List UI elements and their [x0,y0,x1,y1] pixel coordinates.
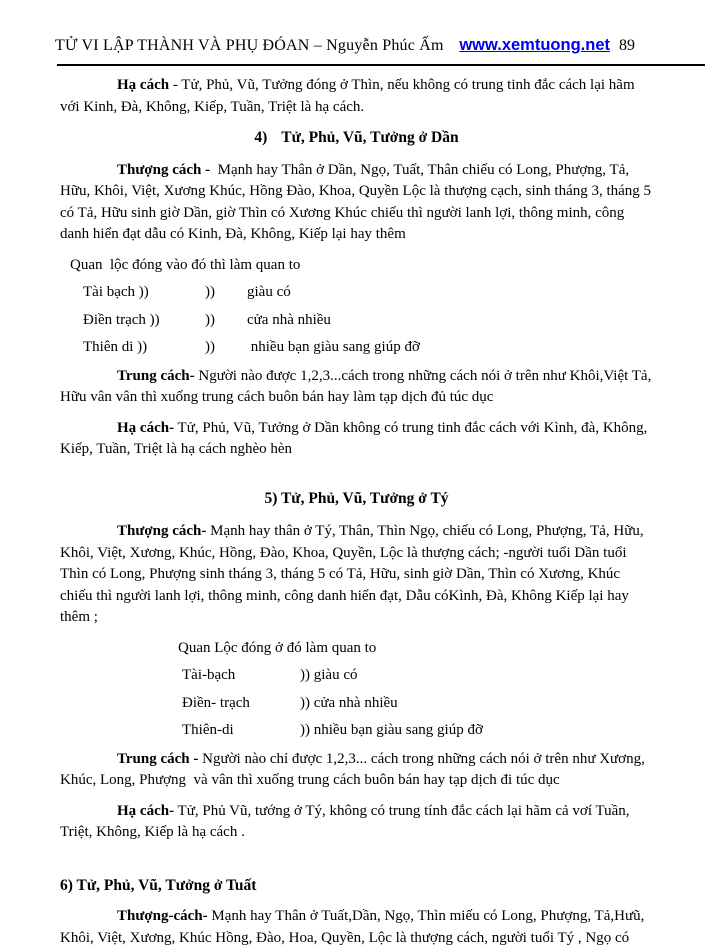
palace-meaning: )) giàu có [300,667,358,683]
palace-label: Tài bạch )) [83,284,149,300]
paragraph-thuong-cach-dan [60,160,653,246]
heading-title: 5) Tử, Phủ, Vũ, Tưởng ở Tý [264,489,449,507]
list-item [60,720,653,742]
paragraph-text: - Tử, Phủ, Vũ, Tưởng đóng ở Thìn, nếu không có trung tinh đắc cách lại hãm với Kinh, Đà, Không, Kiếp, Tuần, Triệt là hạ cách. [60,77,639,115]
paragraph-lead: Hạ cách- [117,802,175,819]
ditto-marker: )) [205,339,215,355]
document-title: TỬ VI LẬP THÀNH VÀ PHỤ ĐÓAN – Nguyễn Phúc Ấm [55,37,444,54]
paragraph-text: Người nào chỉ được 1,2,3... cách trong những cách nói ở trên như Xương, Khúc, Long, Phượng và vân thì xuống trung cách buôn bán hay tạp dịch đi túc dục [60,750,649,788]
heading-section-4 [60,127,653,149]
palace-meaning: giàu có [247,284,291,300]
paragraph-lead: Trung cách- [117,367,195,384]
ditto-marker: )) [205,284,215,300]
paragraph-trung-cach-ty [60,749,653,792]
palace-label: Điền- trạch [182,694,250,711]
heading-title: 6) Tử, Phủ, Vũ, Tưởng ở Tuất [60,876,257,894]
paragraph-text: Tử, Phủ, Vũ, Tưởng ở Dần không có trung tinh đắc cách với Kình, đà, Không, Kiếp, Tuần, Triệt là hạ cách nghèo hèn [60,419,652,457]
palace-meaning: nhiều bạn giàu sang giúp đỡ [247,339,420,355]
ditto-marker: )) [205,311,215,328]
paragraph-ha-cach-ty [60,801,653,844]
paragraph-thuong-cach-ty [60,521,653,629]
paragraph-ha-cach-thin [60,75,653,118]
paragraph-ha-cach-dan [60,418,653,461]
palace-list-dan [60,255,653,359]
palace-label: Thiên-di [182,722,234,738]
paragraph-text: Mạnh hay Thân ở Dần, Ngọ, Tuất, Thân chiếu có Long, Phượng, Tả, Hữu, Khôi, Việt, Xương Khúc, Hồng Đào, Khoa, Quyền Lộc là thượng cạch, sinh tháng 3, tháng 5 có Tả, Hữu sinh giờ Dần, giờ Thìn có Xương Khúc chiếu thì người lanh lợi, thông minh, công danh hiển đạt dẫu có Kinh, Đà, Không, Kiếp lại hay thêm [60,161,655,242]
heading-title: Tử, Phủ, Vũ, Tưởng ở Dần [281,129,459,146]
paragraph-text: Mạnh hay Thân ở Tuất,Dần, Ngọ, Thìn miếu có Long, Phượng, Tả,Hưũ, Khôi, Việt, Xương, Khúc Hồng, Đào, Hoa, Quyền, Lộc là thượng cách, người tuổi Tý , Ngọ có [60,908,649,946]
list-item [60,337,653,359]
heading-number: 4) [254,129,268,146]
paragraph-lead: Hạ cách [117,77,170,93]
list-item [60,693,653,715]
paragraph-lead: Trung cách - [117,750,199,767]
website-link[interactable]: www.xemtuong.net [459,36,610,54]
palace-meaning: )) nhiều bạn giàu sang giúp đỡ [300,722,483,738]
page-header [0,0,705,55]
paragraph-text: Người nào được 1,2,3...cách trong những cách nói ở trên như Khôi,Việt Tả, Hữu vân vân thì xuống trung cách buôn bán hay làm tạp dịch đủ túc dục [60,367,656,405]
paragraph-thuong-cach-tuat [60,906,653,949]
paragraph-lead: Thượng cách - [117,161,211,178]
paragraph-lead: Thượng cách- [117,523,207,539]
paragraph-text: Tử, Phủ Vũ, tướng ở Tý, không có trung tính đắc cách lại hãm cả vơí Tuần, Triệt, Không, Kiếp là hạ cách . [60,802,633,840]
palace-label: Thiên di )) [83,339,148,355]
paragraph-lead: Hạ cách- [117,419,175,436]
paragraph-lead: Thượng-cách- [117,908,208,924]
paragraph-text: Mạnh hay thân ở Tý, Thân, Thìn Ngọ, chiếu có Long, Phượng, Tả, Hữu, Khôi, Việt, Xương, Khúc, Hồng, Đào, Khoa, Quyền, Lộc là thượng cách; -người tuổi Dần tuổi Thìn có Long, Phượng sinh tháng 3, tháng 5 có Tả, Hữu, sinh giờ Dần, Thìn có Xương, Khúc chiếu thì người lanh lợi, thông minh, công danh hiển đạt, Dẫu cóKình, Đà, Không Kiếp lại hay thêm ; [60,523,648,625]
list-item [60,282,653,304]
palace-meaning: )) cửa nhà nhiều [300,694,398,711]
palace-label: Tài-bạch [182,667,236,683]
list-item [60,665,653,687]
heading-section-5 [60,488,653,510]
page-number: 89 [619,37,635,54]
paragraph-trung-cach-dan [60,366,656,409]
list-intro: Quan Lộc đóng ở đó làm quan to [178,639,377,656]
palace-label: Điền trạch )) [83,311,160,328]
list-item [60,310,653,332]
document-body [0,66,705,949]
palace-meaning: cửa nhà nhiều [247,311,331,328]
list-intro: Quan lộc đóng vào đó thì làm quan to [70,256,301,273]
palace-list-ty [60,638,653,742]
heading-section-6 [60,875,653,897]
